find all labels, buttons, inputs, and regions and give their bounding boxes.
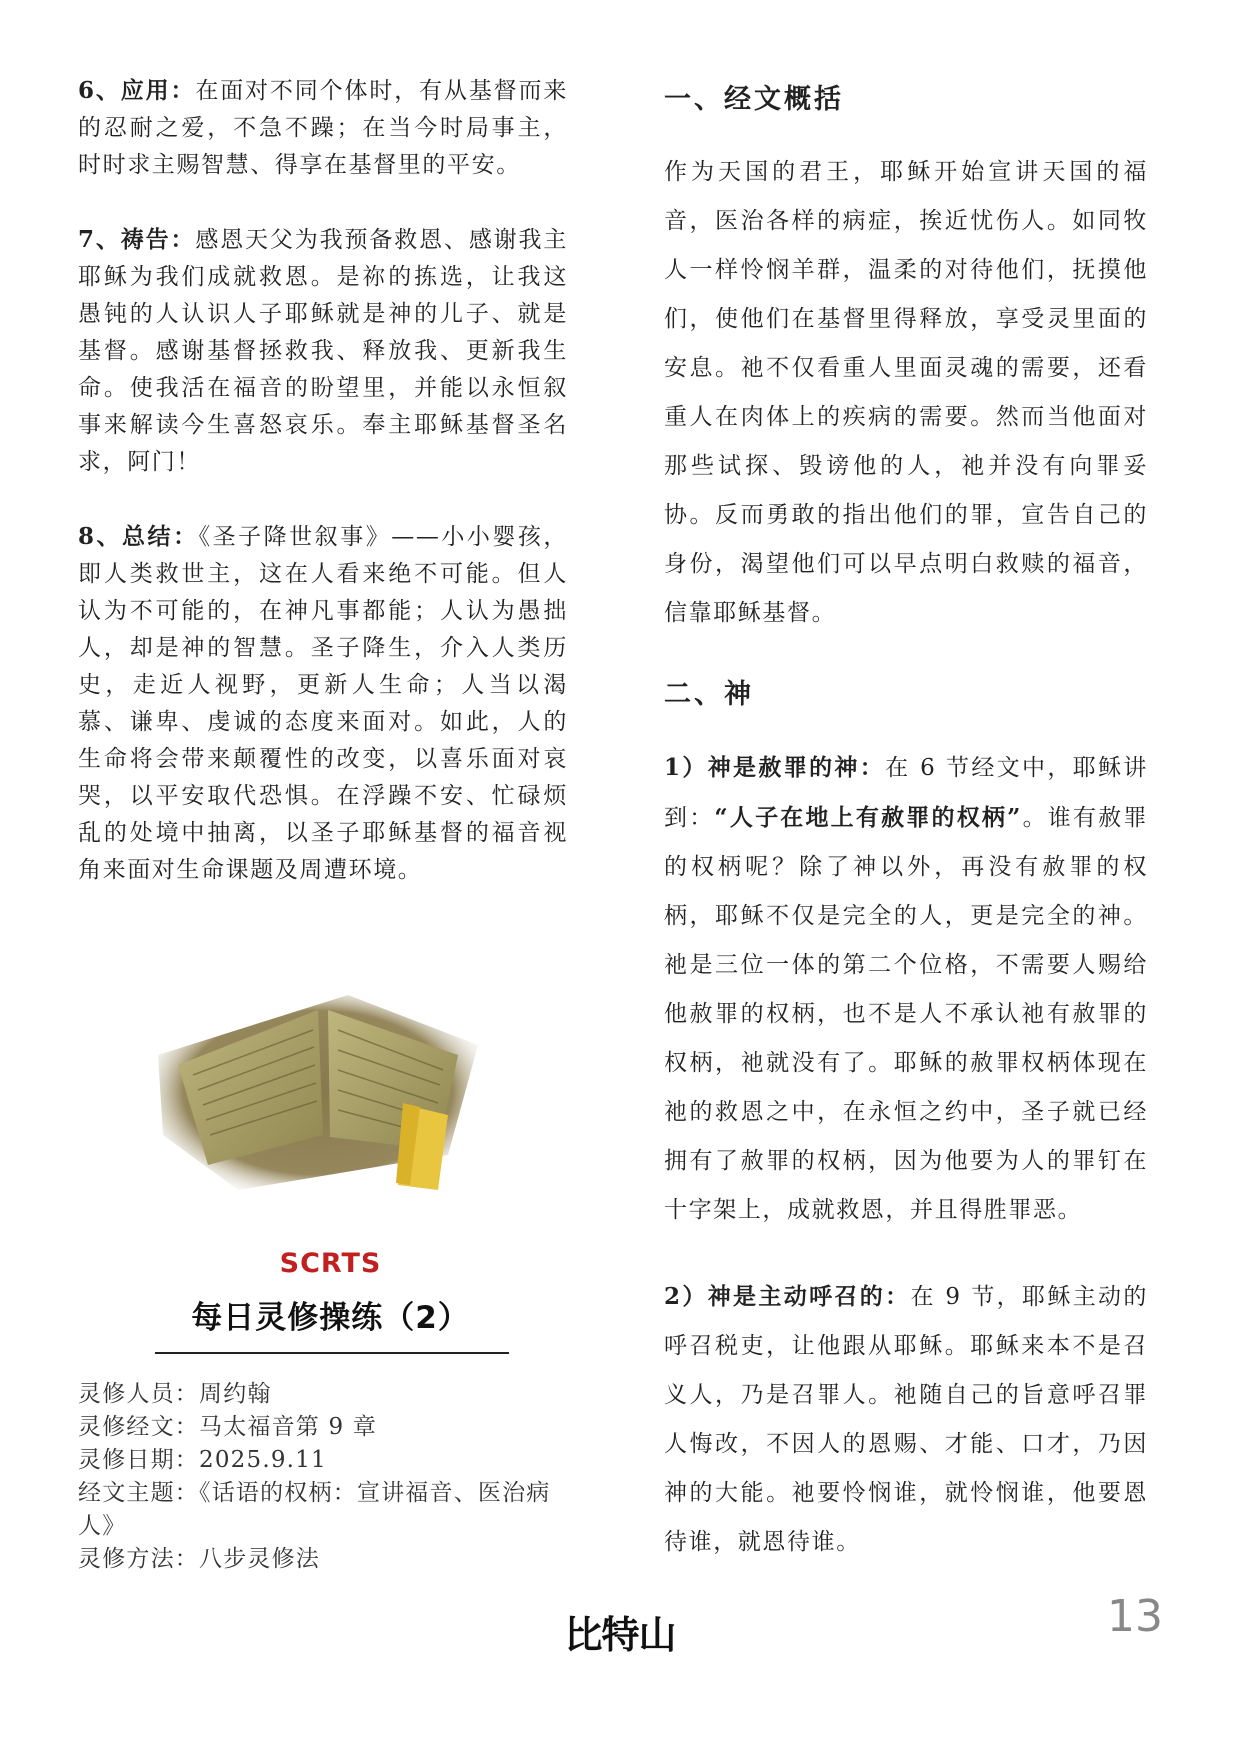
label-calling-god: 2）神是主动呼召的： (664, 1283, 911, 1310)
devotion-title: 每日灵修操练（2） (191, 1300, 470, 1336)
text-forgiving-post: 。谁有赦罪的权柄呢？除了神以外，再没有赦罪的权柄，耶稣不仅是完全的人，更是完全的神。祂是三位一体的第二个位格，不需要人赐给他赦罪的权柄，也不是人不承认祂有赦罪的权柄，祂就没有了。耶稣的赦罪权柄体现在祂的救恩之中，在永恒之约中，圣子就已经拥有了赦罪的权柄，因为他要为人的罪钉在十字架上，成就救恩，并且得胜罪恶。 (664, 805, 1149, 1223)
right-column (664, 70, 1148, 1604)
info-member: 灵修人员：周约翰 (78, 1381, 272, 1407)
heading-god: 二、神 (664, 679, 754, 710)
label-forgiving-god: 1）神是赦罪的神： (664, 754, 886, 781)
org-name: SCRTS (279, 1248, 382, 1279)
info-scripture: 灵修经文：马太福音第 9 章 (78, 1414, 378, 1440)
open-bible-image (148, 985, 508, 1195)
label-prayer: 7、祷告： (78, 226, 196, 253)
quote-forgiving: “人子在地上有赦罪的权柄” (714, 804, 1022, 831)
title-divider (155, 1352, 509, 1354)
page-number: 13 (1107, 1591, 1163, 1642)
publication-logo: 比特山 (564, 1613, 676, 1657)
info-theme: 经文主题：《话语的权柄：宣讲福音、医治病人》 (78, 1480, 551, 1539)
text-calling-god: 在 9 节，耶稣主动的呼召税吏，让他跟从耶稣。耶稣来本不是召义人，乃是召罪人。祂随自己的旨意呼召罪人悔改，不因人的恩赐、才能、口才，乃因神的大能。祂要怜悯谁，就怜悯谁，他要恩待谁，就恩待谁。 (664, 1284, 1148, 1555)
left-column (78, 72, 568, 926)
paragraph-calling-god (664, 1272, 1148, 1567)
paragraph-scripture-summary: 作为天国的君王，耶稣开始宣讲天国的福音，医治各样的病症，挨近忧伤人。如同牧人一样怜悯羊群，温柔的对待他们，抚摸他们，使他们在基督里得释放，享受灵里面的安息。祂不仅看重人里面灵魂的需要，还看重人在肉体上的疾病的需要。然而当他面对那些试探、毁谤他的人，祂并没有向罪妥协。反而勇敢的指出他们的罪，宣告自己的身份，渴望他们可以早点明白救赎的福音，信靠耶稣基督。 (664, 159, 1148, 626)
paragraph-forgiving-god (664, 743, 1148, 1235)
info-date: 灵修日期：2025.9.11 (78, 1447, 327, 1473)
info-method: 灵修方法：八步灵修法 (78, 1546, 320, 1572)
devotion-info (78, 1378, 558, 1576)
text-forgiving-pre: 在 6 节经文中，耶稣讲到： (664, 755, 1148, 831)
heading-scripture-summary: 一、经文概括 (664, 84, 844, 115)
text-prayer: 感恩天父为我预备救恩、感谢我主耶稣为我们成就救恩。是祢的拣选，让我这愚钝的人认识人子耶稣就是神的儿子、就是基督。感谢基督拯救我、释放我、更新我生命。使我活在福音的盼望里，并能以永恒叙事来解读今生喜怒哀乐。奉主耶稣基督圣名求，阿门！ (78, 227, 569, 475)
text-summary: 《圣子降世叙事》——小小婴孩，即人类救世主，这在人看来绝不可能。但人认为不可能的，在神凡事都能；人认为愚拙人，却是神的智慧。圣子降生，介入人类历史，走近人视野，更新人生命；人当以渴慕、谦卑、虔诚的态度来面对。如此，人的生命将会带来颠覆性的改变，以喜乐面对哀哭，以平安取代恐惧。在浮躁不安、忙碌烦乱的处境中抽离，以圣子耶稣基督的福音视角来面对生命课题及周遭环境。 (78, 524, 568, 883)
paragraph-prayer (78, 221, 568, 481)
paragraph-application (78, 72, 568, 184)
text-application: 在面对不同个体时，有从基督而来的忍耐之爱，不急不躁；在当今时局事主，时时求主赐智慧、得享在基督里的平安。 (78, 78, 569, 178)
paragraph-summary (78, 518, 568, 889)
label-summary: 8、总结： (78, 523, 199, 550)
label-application: 6、应用： (78, 77, 196, 104)
